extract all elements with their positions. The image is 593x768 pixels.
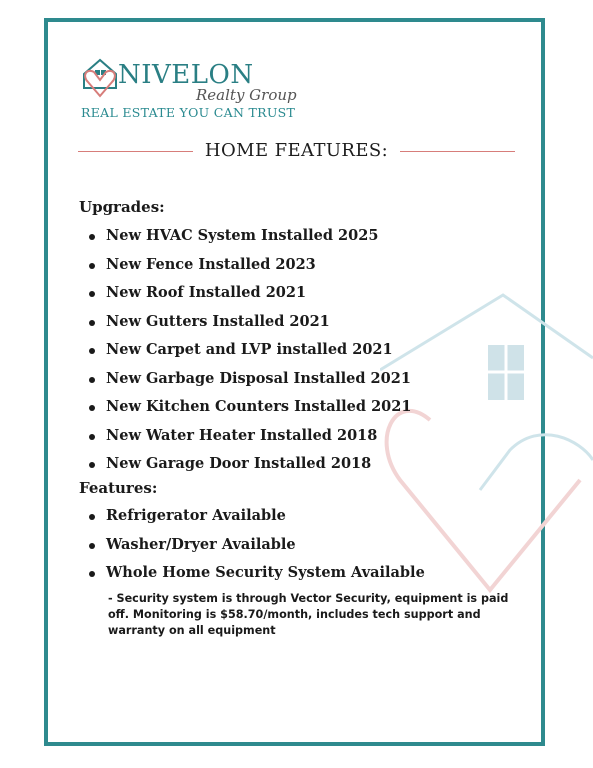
upgrades-label: Upgrades: bbox=[79, 198, 165, 216]
heading-row bbox=[78, 140, 515, 164]
logo-tagline: REAL ESTATE YOU CAN TRUST bbox=[81, 105, 296, 120]
list-item: Washer/Dryer Available bbox=[84, 531, 425, 560]
page-title: HOME FEATURES: bbox=[204, 140, 389, 161]
list-item: New HVAC System Installed 2025 bbox=[84, 222, 411, 251]
list-item: Whole Home Security System Available bbox=[84, 559, 425, 588]
upgrades-list bbox=[84, 222, 411, 479]
list-item: New Garbage Disposal Installed 2021 bbox=[84, 365, 411, 394]
list-item: New Kitchen Counters Installed 2021 bbox=[84, 393, 411, 422]
list-item: New Carpet and LVP installed 2021 bbox=[84, 336, 411, 365]
features-label: Features: bbox=[79, 479, 158, 497]
list-item: Refrigerator Available bbox=[84, 502, 425, 531]
logo-wordmark: NIVELON bbox=[118, 60, 254, 90]
heading-rule-right bbox=[400, 151, 515, 152]
features-list bbox=[84, 502, 425, 588]
list-item: New Gutters Installed 2021 bbox=[84, 308, 411, 337]
list-item: New Fence Installed 2023 bbox=[84, 251, 411, 280]
list-item: New Water Heater Installed 2018 bbox=[84, 422, 411, 451]
list-item: New Roof Installed 2021 bbox=[84, 279, 411, 308]
list-item: New Garage Door Installed 2018 bbox=[84, 450, 411, 479]
logo-subtitle: Realty Group bbox=[196, 86, 297, 104]
security-note: - Security system is through Vector Security, equipment is paid off. Monitoring is $58.70/month, includes tech support and warranty on all equipment bbox=[108, 592, 509, 637]
